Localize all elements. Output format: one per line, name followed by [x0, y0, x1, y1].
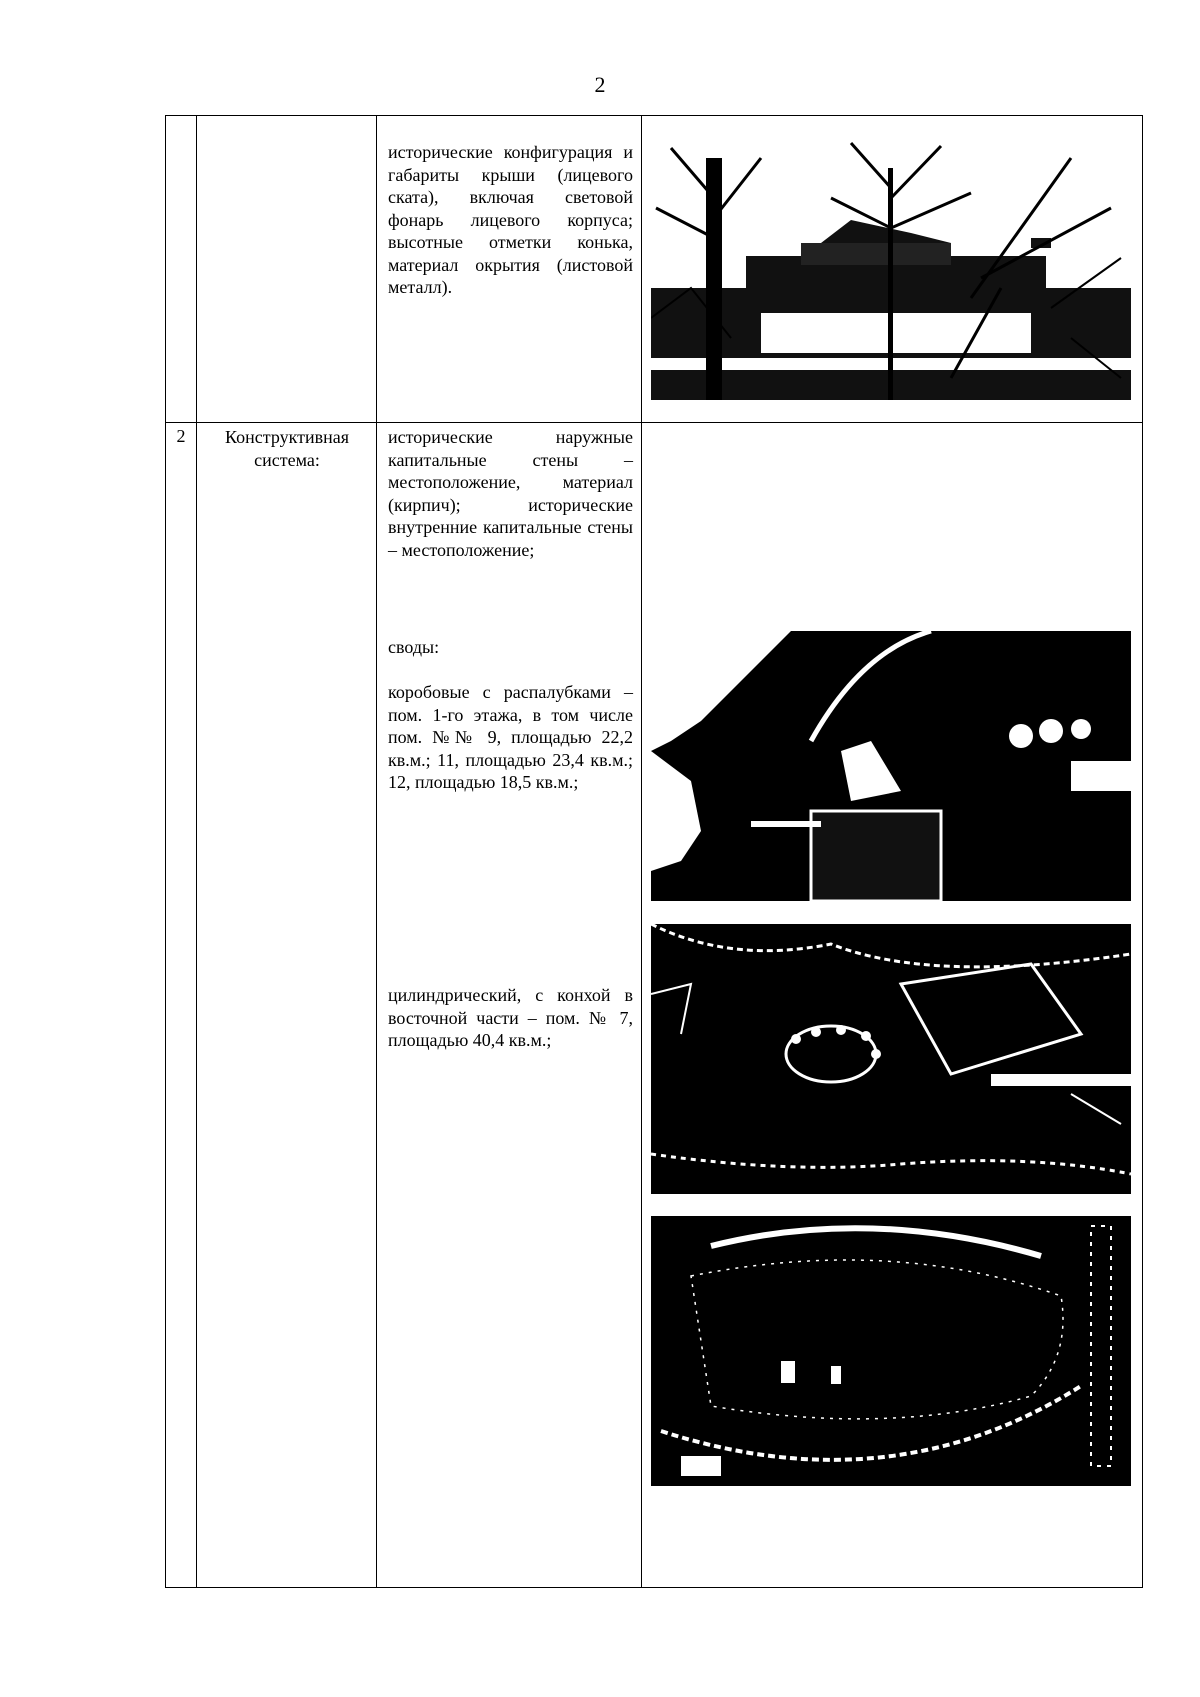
- conch-photo: [651, 1216, 1131, 1486]
- row-name: Конструктивная система:: [225, 427, 349, 470]
- walls-description: исторические наружные капитальные стены – местоположение, материал (кирпич); исторические внутренние капитальные стены – местоположение;: [388, 427, 633, 560]
- heritage-table: [165, 115, 1143, 1588]
- box-vaults-description: коробовые с распалубками – пом. 1-го этажа, в том числе пом. №№ 9, площадью 22,2 кв.м.; 11, площадью 23,4 кв.м.; 12, площадью 18,5 кв.м.;: [388, 682, 633, 792]
- page-number: 2: [594, 72, 606, 97]
- roof-description: исторические конфигурация и габариты крыши (лицевого ската), включая световой фонарь лицевого корпуса; высотные отметки конька, материал окрытия (листовой металл).: [388, 142, 633, 297]
- chandelier-photo: [651, 924, 1131, 1194]
- row-divider: [166, 422, 1142, 423]
- column-divider: [376, 116, 377, 1587]
- column-divider: [196, 116, 197, 1587]
- vaults-heading: своды:: [388, 637, 440, 657]
- vault-photo: [651, 631, 1131, 901]
- row-number: 2: [176, 426, 186, 446]
- roof-photo: [651, 138, 1131, 400]
- cylindrical-vault-description: цилиндрический, с конхой в восточной части – пом. № 7, площадью 40,4 кв.м.;: [388, 985, 633, 1050]
- column-divider: [641, 116, 642, 1587]
